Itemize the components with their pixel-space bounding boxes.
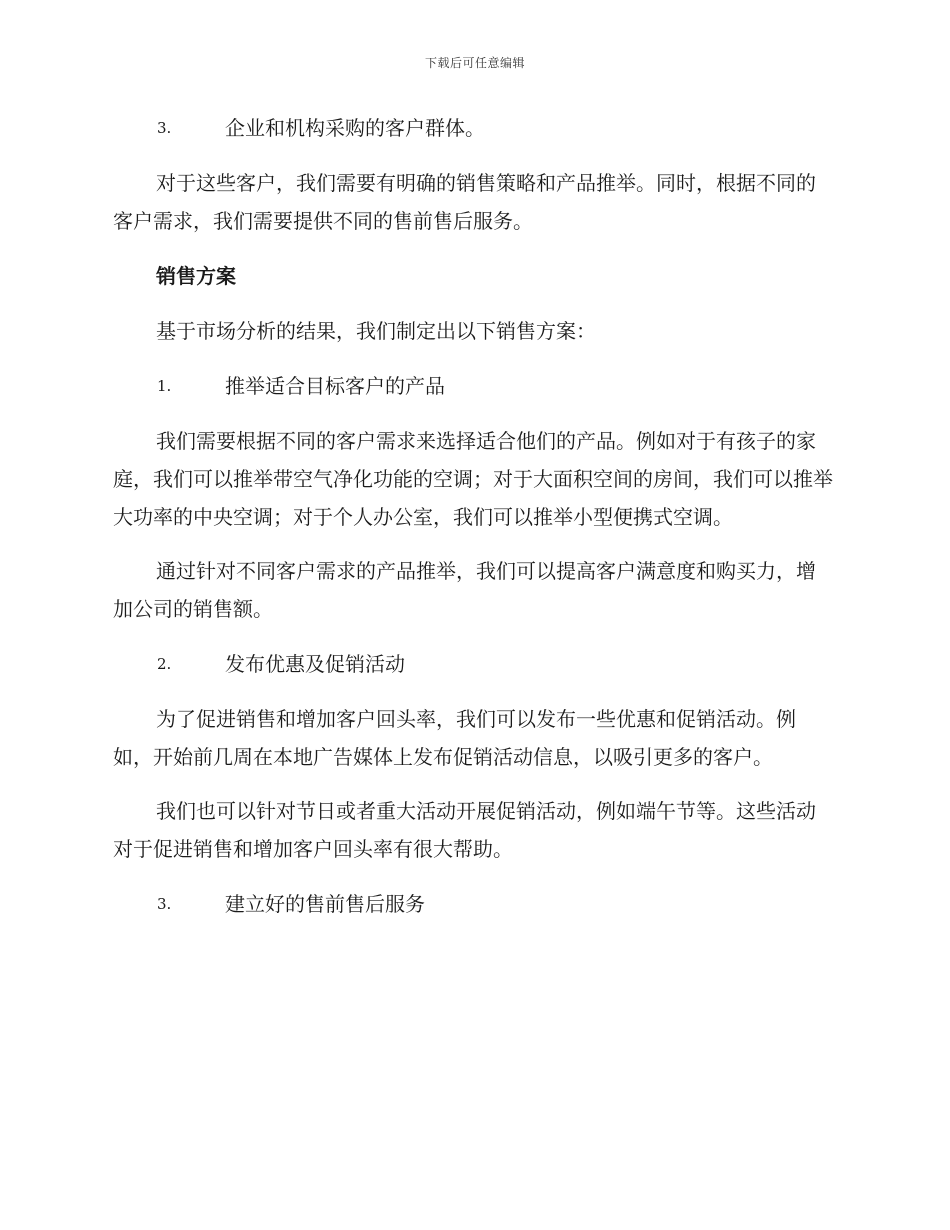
list-text: 建立好的售前售后服务 xyxy=(225,892,425,916)
list-text: 推举适合目标客户的产品 xyxy=(225,374,445,398)
paragraph-promotion-ads: 为了促进销售和增加客户回头率，我们可以发布一些优惠和促销活动。例如，开始前几周在本地广告媒体上发布促销活动信息，以吸引更多的客户。 xyxy=(113,707,796,769)
list-item-recommend-products xyxy=(113,366,833,406)
list-number: 3. xyxy=(157,119,172,137)
list-text: 发布优惠及促销活动 xyxy=(225,652,405,676)
list-number: 3. xyxy=(157,895,172,913)
list-text: 企业和机构采购的客户群体。 xyxy=(225,116,485,140)
paragraph-customer-strategy: 对于这些客户，我们需要有明确的销售策略和产品推举。同时，根据不同的客户需求，我们需要提供不同的售前售后服务。 xyxy=(113,171,816,233)
page-header: 下载后可任意编辑 xyxy=(424,56,525,70)
paragraph-product-benefit: 通过针对不同客户需求的产品推举，我们可以提高客户满意度和购买力，增加公司的销售额。 xyxy=(113,559,816,621)
list-item-customer-group-3 xyxy=(113,108,833,148)
list-item-service xyxy=(113,884,833,924)
paragraph-holiday-promotions: 我们也可以针对节日或者重大活动开展促销活动，例如端午节等。这些活动对于促进销售和增加客户回头率有很大帮助。 xyxy=(113,799,816,861)
document-body xyxy=(113,108,833,940)
section-heading-sales-plan: 销售方案 xyxy=(156,264,236,288)
paragraph-plan-intro: 基于市场分析的结果，我们制定出以下销售方案： xyxy=(156,319,596,343)
paragraph-product-examples: 我们需要根据不同的客户需求来选择适合他们的产品。例如对于有孩子的家庭，我们可以推举带空气净化功能的空调；对于大面积空间的房间，我们可以推举大功率的中央空调；对于个人办公室，我们可以推举小型便携式空调。 xyxy=(113,429,833,529)
list-item-promotions xyxy=(113,644,833,684)
list-number: 2. xyxy=(157,655,172,673)
list-number: 1. xyxy=(157,377,172,395)
